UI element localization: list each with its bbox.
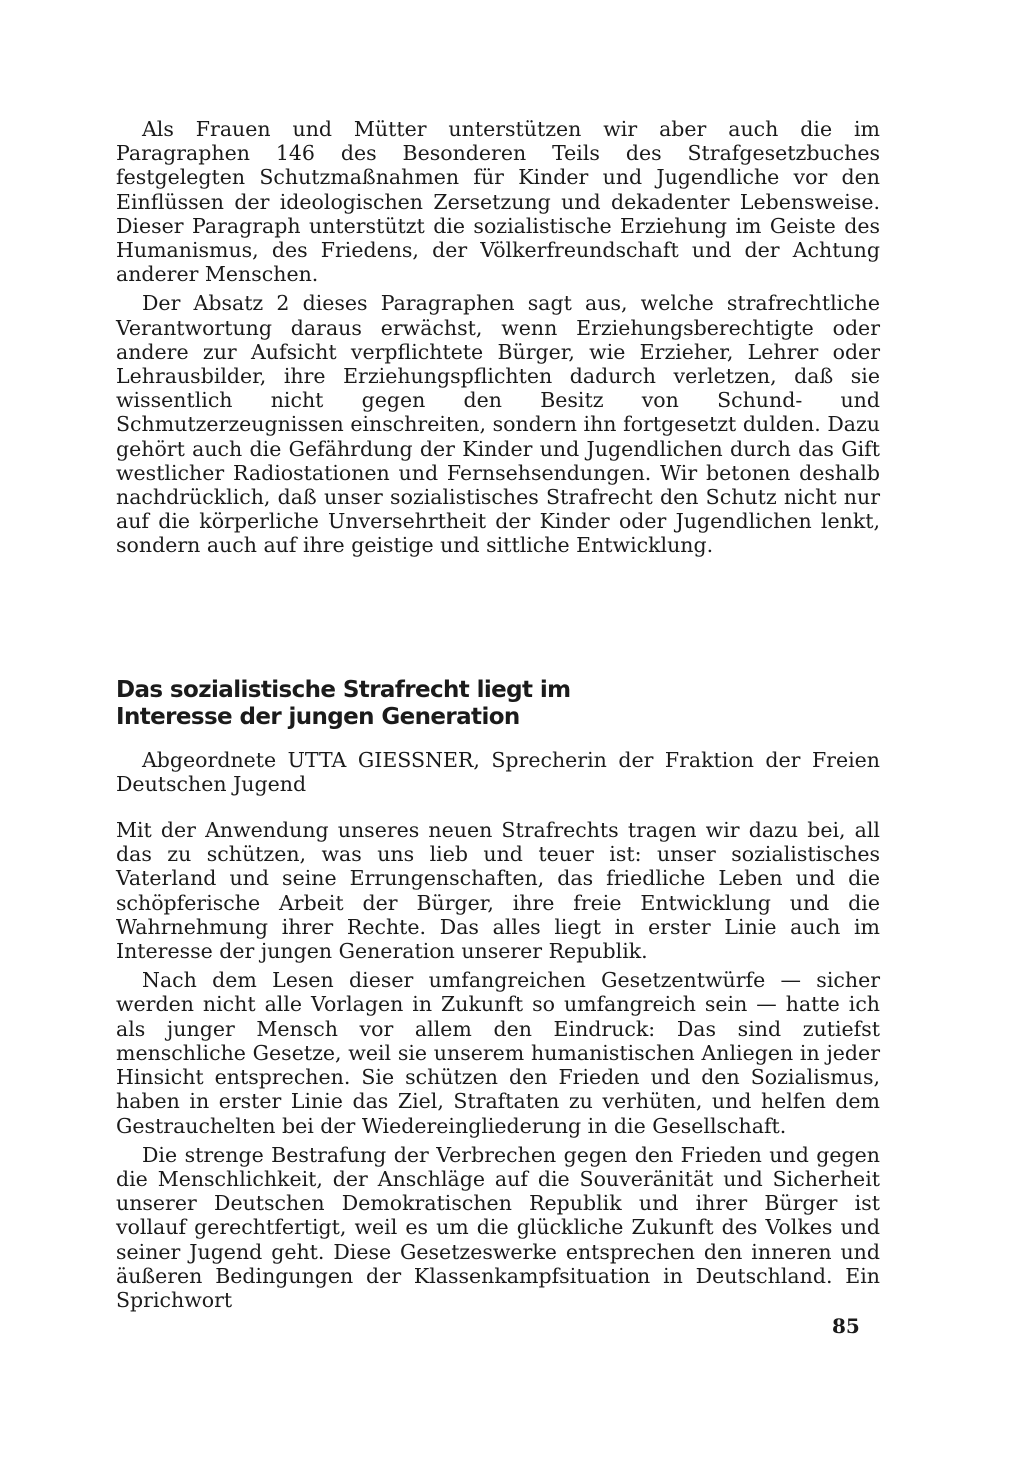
page-content — [116, 117, 880, 1312]
section-protection-minors — [116, 117, 880, 558]
paragraph: Der Absatz 2 dieses Paragraphen sagt aus, welche strafrechtliche Verantwortung daraus erwächst, wenn Erziehungsberechtigte oder andere zur Aufsicht verpflichtete Bürger, wie Erzieher, Lehrer oder Lehrausbilder, ihre Erziehungspflichten dadurch verletzen, daß sie wissentlich nicht gegen den Besitz von Schund- und Schmutzerzeugnissen einschreiten, sondern ihn fortgesetzt dulden. Dazu gehört auch die Gefährdung der Kinder und Jugendlichen durch das Gift westlicher Radiostationen und Fernsehsendungen. Wir betonen deshalb nachdrücklich, daß unser sozialistisches Strafrecht den Schutz nicht nur auf die körperliche Unversehrtheit der Kinder oder Jugendlichen lenkt, sondern auch auf ihre geistige und sittliche Entwicklung. — [116, 291, 880, 558]
paragraph: Nach dem Lesen dieser umfangreichen Gesetzentwürfe — sicher werden nicht alle Vorlagen in Zukunft so umfangreich sein — hatte ich als junger Mensch vor allem den Eindruck: Das sind zutiefst menschliche Gesetze, weil sie unserem humanistischen Anliegen in jeder Hinsicht entsprechen. Sie schützen den Frieden und den Sozialismus, haben in erster Linie das Ziel, Straftaten zu verhüten, und helfen dem Gestrauchelten bei der Wiedereingliederung in die Gesellschaft. — [116, 968, 880, 1138]
page-number: 85 — [832, 1314, 860, 1338]
paragraph: Als Frauen und Mütter unterstützen wir aber auch die im Paragraphen 146 des Besonderen Teils des Strafgesetzbuches festgelegten Schutzmaßnahmen für Kinder und Jugendliche vor den Einflüssen der ideologischen Zersetzung und dekadenter Lebensweise. Dieser Paragraph unterstützt die sozialistische Erziehung im Geiste des Humanismus, des Friedens, der Völkerfreundschaft und der Achtung anderer Menschen. — [116, 117, 880, 287]
section-heading: Das sozialistische Strafrecht liegt im Interesse der jungen Generation — [116, 676, 571, 730]
paragraph: Die strenge Bestrafung der Verbrechen gegen den Frieden und gegen die Menschlichkeit, der Anschläge auf die Souveränität und Sicherheit unserer Deutschen Demokratischen Republik und ihrer Bürger ist vollauf gerechtfertigt, weil es um die glückliche Zukunft des Volkes und seiner Jugend geht. Diese Gesetzeswerke entsprechen den inneren und äußeren Bedingungen der Klassenkampfsituation in Deutschland. Ein Sprichwort — [116, 1142, 880, 1312]
speech-body — [116, 818, 880, 1312]
speaker-attribution: Abgeordnete UTTA GIESSNER, Sprecherin der Fraktion der Freien Deutschen Jugend — [116, 747, 880, 796]
paragraph: Mit der Anwendung unseres neuen Strafrechts tragen wir dazu bei, all das zu schützen, was uns lieb und teuer ist: unser sozialistisches Vaterland und seine Errungenschaften, das friedliche Leben und die schöpferische Arbeit der Bürger, ihre freie Entwicklung und die Wahrnehmung ihrer Rechte. Das alles liegt in erster Linie auch im Interesse der jungen Generation unserer Republik. — [116, 818, 880, 964]
